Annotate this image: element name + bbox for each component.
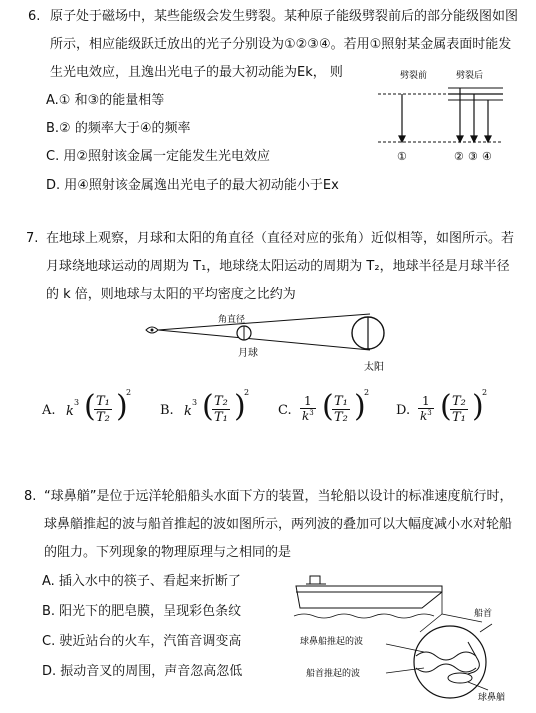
q8-bulbous-bow-figure: [292, 572, 528, 708]
q6-stem-line-3: 生光电效应，且逸出光电子的最大初动能为Ek， 则: [50, 65, 343, 80]
q8-stem-line-1: “球鼻艏”是位于远洋轮船船头水面下方的装置，当轮船以设计的标准速度航行时，: [44, 489, 513, 504]
q7-option-c-letter: C.: [278, 403, 292, 418]
q7-b-exp: 2: [244, 388, 250, 397]
q7-option-a-letter: A.: [42, 403, 56, 418]
q6-mark-1: ①: [397, 150, 407, 163]
q7-b-fraction: [212, 394, 230, 425]
q7-a-numerator: T₁: [96, 394, 110, 409]
q7-a-denominator: T₂: [96, 410, 110, 425]
q8-option-c: C. 驶近站台的火车，汽笛音调变高: [42, 634, 242, 649]
q7-d-fraction: [450, 394, 468, 425]
q7-lower-sightline: [158, 330, 370, 350]
ship-icon: [296, 576, 442, 608]
q8-water-line: [294, 614, 434, 618]
q7-c-denominator: T₂: [334, 410, 348, 425]
q7-option-b-letter: B.: [160, 403, 174, 418]
q8-bow-wave-label: 船首推起的波: [306, 669, 361, 679]
q8-number: 8.: [24, 489, 37, 504]
q7-d-coef-exp: 3: [427, 409, 432, 417]
q8-bulb-wave-label: 球鼻船推起的波: [300, 637, 364, 647]
q6-option-a: A.① 和③的能量相等: [46, 93, 165, 108]
q8-magnified-view: [414, 626, 486, 698]
q7-angular-diameter-figure: [140, 310, 400, 375]
q8-bow-label: 船首: [474, 609, 493, 619]
q7-d-numerator: T₂: [452, 394, 466, 409]
q6-option-c: C. 用②照射该金属一定能发生光电效应: [46, 149, 270, 164]
q7-option-b: [160, 402, 174, 420]
q8-bulb-label: 球鼻艏: [478, 693, 506, 703]
q6-stem-line-1: 原子处于磁场中，某些能级会发生劈裂。某种原子能级劈裂前后的部分能级图如图: [50, 9, 519, 24]
q8-option-d: D. 振动音叉的周围，声音忽高忽低: [42, 664, 243, 679]
q7-a-coef: k: [66, 404, 74, 419]
q7-formula-b: k 3 ( $\frac{\text{T₂}}{\text{T₁}}$ ) 2: [184, 388, 250, 425]
q7-sun-label: 太阳: [364, 362, 384, 373]
q7-number: 7.: [26, 231, 39, 246]
q7-c-coef: k: [302, 409, 310, 423]
q7-d-coef-num: 1: [418, 394, 434, 409]
q8-option-a: A. 插入水中的筷子、看起来折断了: [42, 574, 241, 589]
q7-b-denominator: T₁: [214, 410, 228, 425]
q7-angle-label: 角直径: [218, 315, 246, 325]
q6-option-d: D. 用④照射该金属逸出光电子的最大初动能小于Ex: [46, 178, 339, 193]
q7-stem-line-2: 月球绕地球运动的周期为 T₁，地球绕太阳运动的周期为 T₂，地球半径是月球半径: [46, 259, 510, 274]
q7-c-exp: 2: [364, 388, 370, 397]
q7-option-c: [278, 402, 292, 420]
q6-transition-arrows: [399, 88, 491, 142]
q7-option-d-letter: D.: [396, 403, 411, 418]
q7-moon-label: 月球: [238, 348, 258, 359]
q6-stem-line-2: 所示，相应能级跃迁放出的光子分别设为①②③④。若用①照射某金属表面时能发: [50, 37, 512, 52]
q7-c-coef-exp: 3: [309, 409, 314, 417]
q7-a-exp: 2: [126, 388, 132, 397]
q7-a-coef-exp: 3: [74, 398, 80, 407]
q7-b-coef: k: [184, 404, 192, 419]
q7-b-numerator: T₂: [214, 394, 228, 409]
q7-formula-a: k 3 ( $\frac{\text{T₁}}{\text{T₂}}$ ) 2: [66, 388, 132, 425]
q7-c-numerator: T₁: [334, 394, 348, 409]
q6-energy-level-figure: [368, 64, 508, 169]
q6-mark-3: ③: [468, 150, 478, 163]
q8-stem-line-3: 的阻力。下列现象的物理原理与之相同的是: [44, 545, 292, 560]
q7-option-a: [42, 402, 56, 420]
q6-label-before: 劈裂前: [400, 71, 428, 81]
q7-formula-c: $\frac{1}{k^3}$ ( $\frac{\text{T₁}}{\text{T₂}}$ ) 2: [302, 388, 370, 425]
q7-c-fraction: [332, 394, 350, 425]
q6-label-after: 劈裂后: [456, 71, 484, 81]
q6-option-b: B.② 的频率大于④的频率: [46, 121, 191, 136]
q6-mark-2: ②: [454, 150, 464, 163]
q7-c-coef-num: 1: [300, 394, 316, 409]
q7-formula-d: $\frac{1}{k^3}$ ( $\frac{\text{T₂}}{\text{T₁}}$ ) 2: [420, 388, 488, 425]
q7-c-coef-fraction: [300, 394, 316, 423]
q7-d-coef-fraction: [418, 394, 434, 423]
q7-upper-sightline: [158, 314, 370, 330]
q7-option-d: [396, 402, 410, 420]
q6-mark-4: ④: [482, 150, 492, 163]
q8-bulb: [448, 673, 472, 683]
q7-d-exp: 2: [482, 388, 488, 397]
q7-stem-line-3: 的 k 倍，则地球与太阳的平均密度之比约为: [46, 287, 296, 302]
q7-a-fraction: [94, 394, 112, 425]
q8-option-b: B. 阳光下的肥皂膜，呈现彩色条纹: [42, 604, 242, 619]
q8-stem-line-2: 球鼻艏推起的波与船首推起的波如图所示，两列波的叠加可以大幅度减小水对轮船: [44, 517, 513, 532]
q7-b-coef-exp: 3: [192, 398, 198, 407]
q6-number: 6.: [28, 9, 41, 24]
q7-stem-line-1: 在地球上观察，月球和太阳的角直径（直径对应的张角）近似相等，如图所示。若: [46, 231, 515, 246]
q7-d-coef: k: [420, 409, 428, 423]
q7-d-denominator: T₁: [452, 410, 466, 425]
